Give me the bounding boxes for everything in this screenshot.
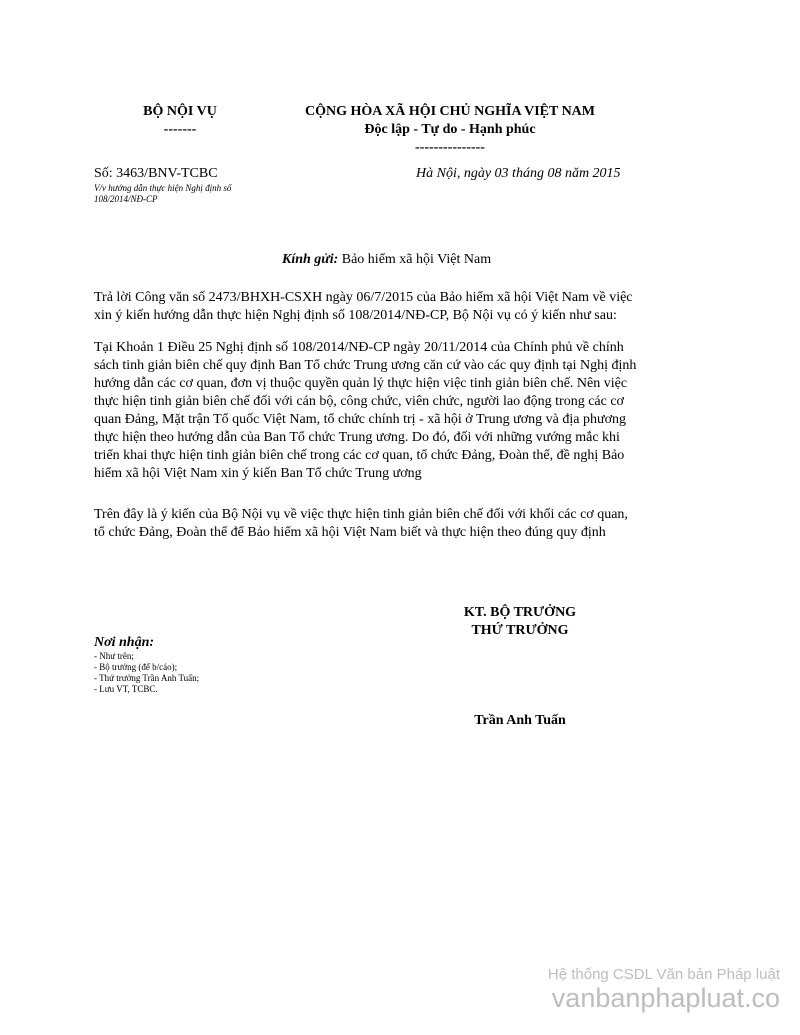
body-line: quan Đảng, Mặt trận Tổ quốc Việt Nam, tổ chức chính trị - xã hội ở Trung ương và địa phương [94,412,626,427]
nation-title: CỘNG HÒA XÃ HỘI CHỦ NGHĨA VIỆT NAM [304,104,595,119]
signer-name: Trần Anh Tuấn [474,713,566,728]
subject-line-2: 108/2014/NĐ-CP [94,194,158,204]
place-date: Hà Nội, ngày 03 tháng 08 năm 2015 [416,166,621,181]
motto-rule: --------------- [415,140,485,155]
body-line: triển khai thực hiện tinh giản biên chế trong các cơ quan, tổ chức Đảng, Đoàn thể, đề nghị Bảo [94,448,625,463]
body-paragraph-3 [94,506,734,542]
recipients-label: Nơi nhận: [94,635,155,650]
body-line: Trả lời Công văn số 2473/BHXH-CSXH ngày 06/7/2015 của Bảo hiểm xã hội Việt Nam về việc [94,290,633,305]
recipient-line [282,251,491,269]
watermark-line-2: vanbanphapluat.co [551,983,780,1013]
body-line: hướng dẫn các cơ quan, đơn vị thuộc quyền quản lý thực hiện việc tinh giản biên chế. Nên việc [94,376,628,391]
list-item: - Thứ trưởng Trần Anh Tuấn; [94,673,200,683]
motto: Độc lập - Tự do - Hạnh phúc [364,122,536,137]
list-item: - Bộ trưởng (để b/cáo); [94,662,178,672]
recipient-name: Bảo hiểm xã hội Việt Nam [341,252,492,267]
body-line: sách tinh giản biên chế quy định Ban Tổ chức Trung ương căn cứ vào các quy định tại Nghị định [94,358,637,373]
list-item: - Lưu VT, TCBC. [94,684,158,694]
watermark-line-1: Hệ thống CSDL Văn bản Pháp luật [547,966,780,983]
body-line: hiểm xã hội Việt Nam xin ý kiến Ban Tổ chức Trung ương [94,466,422,481]
recipient-label: Kính gửi: [282,252,339,267]
body-line: Tại Khoản 1 Điều 25 Nghị định số 108/2014/NĐ-CP ngày 20/11/2014 của Chính phủ về chính [94,340,624,355]
body-paragraph-1 [94,289,734,325]
signature-title-1: KT. BỘ TRƯỞNG [463,605,577,620]
recipients-list [94,651,199,695]
ministry-name: BỘ NỘI VỤ [143,104,217,119]
document-number: Số: 3463/BNV-TCBC [94,166,218,181]
ministry-rule: ------- [163,122,197,137]
body-line: tổ chức Đảng, Đoàn thể để Bảo hiểm xã hội Việt Nam biết và thực hiện theo đúng quy định [94,525,606,540]
body-paragraph-2 [94,339,734,483]
body-line: thực hiện theo hướng dẫn của Ban Tổ chức Trung ương. Do đó, đối với những vướng mắc khi [94,430,620,445]
subject-line-1: V/v hướng dẫn thực hiện Nghị định số [94,183,232,193]
list-item: - Như trên; [94,651,134,661]
signature-title-2: THỨ TRƯỞNG [471,623,569,638]
body-line: thực hiện tinh giản biên chế đối với cán bộ, công chức, viên chức, người lao động trong các cơ [94,394,624,409]
body-line: Trên đây là ý kiến của Bộ Nội vụ về việc thực hiện tinh giản biên chế đối với khối các cơ quan, [94,507,628,522]
body-line: xin ý kiến hướng dẫn thực hiện Nghị định số 108/2014/NĐ-CP, Bộ Nội vụ có ý kiến như sau: [94,308,617,323]
